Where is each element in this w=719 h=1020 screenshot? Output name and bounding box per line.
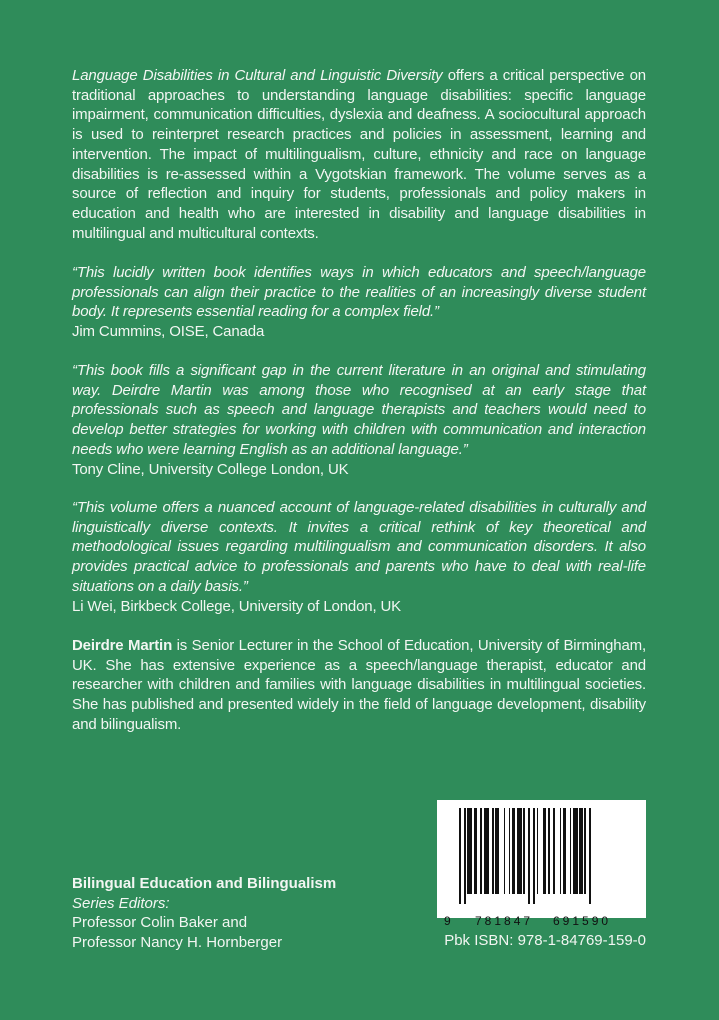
author-bio-text: is Senior Lecturer in the School of Education, University of Birmingham, UK. She has extensive experience as a speech/language therapist, educator and researcher with children and families with language disabilities in multilingual societies. She has published and presented widely in the field of language development, disability and bilingualism. bbox=[72, 637, 646, 733]
barcode-bar bbox=[584, 808, 586, 894]
review-quote-1 bbox=[72, 263, 646, 342]
barcode-bar bbox=[589, 808, 591, 904]
quote-text: “This volume offers a nuanced account of language-related disabilities in culturally and linguistically diverse contexts. It invites a critical rethink of key theoretical and methodological issues regarding multilingualism and communication disorders. It also provides practical advice to professionals and parents who have to deal with real-life situations on a daily basis.” bbox=[72, 499, 646, 595]
author-bio bbox=[72, 636, 646, 735]
barcode-digit-first: 9 bbox=[444, 914, 451, 928]
quote-attribution: Jim Cummins, OISE, Canada bbox=[72, 323, 265, 341]
series-editors-label: Series Editors: bbox=[72, 894, 170, 912]
barcode-bar bbox=[464, 808, 466, 904]
barcode-bar bbox=[543, 808, 546, 894]
author-name: Deirdre Martin bbox=[72, 637, 173, 654]
quote-attribution: Li Wei, Birkbeck College, University of London, UK bbox=[72, 597, 402, 615]
barcode-bar bbox=[495, 808, 498, 894]
barcode-bar bbox=[570, 808, 572, 894]
barcode-bar bbox=[553, 808, 555, 894]
barcode-bar bbox=[528, 808, 530, 904]
barcode-bar bbox=[517, 808, 522, 894]
barcode-bar bbox=[492, 808, 494, 894]
series-info bbox=[72, 874, 336, 952]
barcode-bar bbox=[560, 808, 562, 894]
series-editor-2: Professor Nancy H. Hornberger bbox=[72, 933, 283, 951]
barcode-bar bbox=[523, 808, 525, 894]
quote-attribution: Tony Cline, University College London, UK bbox=[72, 460, 349, 478]
barcode-bar bbox=[533, 808, 535, 904]
barcode-bar bbox=[563, 808, 566, 894]
quote-text: “This book fills a significant gap in the current literature in an original and stimulating way. Deirdre Martin was among those who recognised at an early stage that professionals such as speech and language therapists and teachers would need to develop better strategies for working with children with communication and interaction needs who were learning English as an additional language.” bbox=[72, 362, 646, 458]
barcode-bar bbox=[480, 808, 482, 894]
description-text: offers a critical perspective on traditional approaches to understanding language disabilities: specific language impairment, communication difficulties, dyslexia and deafness. A sociocultural approach is used to reinterpret research practices and policies in assessment, learning and intervention. The impact of multilingualism, culture, ethnicity and race on language disabilities is re-assessed within a Vygotskian framework. The volume serves as a source of reflection and inquiry for students, professionals and policy makers in education and health who are interested in disability and language disabilities in multilingual and multicultural contexts. bbox=[72, 67, 646, 242]
barcode-bar bbox=[548, 808, 550, 894]
review-quote-3 bbox=[72, 498, 646, 616]
barcode-bar bbox=[579, 808, 582, 894]
isbn-barcode bbox=[437, 800, 646, 928]
book-description bbox=[72, 66, 646, 243]
barcode-bar bbox=[573, 808, 578, 894]
barcode-bar bbox=[537, 808, 539, 894]
book-title: Language Disabilities in Cultural and Linguistic Diversity bbox=[72, 67, 443, 84]
review-quote-2 bbox=[72, 361, 646, 479]
barcode-bar bbox=[467, 808, 472, 894]
barcode-bars bbox=[459, 808, 633, 898]
barcode-bar bbox=[504, 808, 506, 894]
barcode-bar bbox=[484, 808, 489, 894]
quote-text: “This lucidly written book identifies ways in which educators and speech/language professionals can align their practice to the realities of an increasingly diverse student body. It represents essential reading for a complex field.” bbox=[72, 264, 646, 321]
series-name: Bilingual Education and Bilingualism bbox=[72, 875, 337, 892]
barcode-bar bbox=[512, 808, 515, 894]
barcode-bar bbox=[509, 808, 511, 894]
barcode-group-1: 781847 bbox=[475, 914, 534, 928]
barcode-group-2: 691590 bbox=[553, 914, 612, 928]
barcode-bar bbox=[474, 808, 477, 894]
isbn-label: Pbk ISBN: 978-1-84769-159-0 bbox=[444, 932, 646, 949]
barcode-bar bbox=[459, 808, 461, 904]
series-editor-1: Professor Colin Baker and bbox=[72, 914, 248, 931]
